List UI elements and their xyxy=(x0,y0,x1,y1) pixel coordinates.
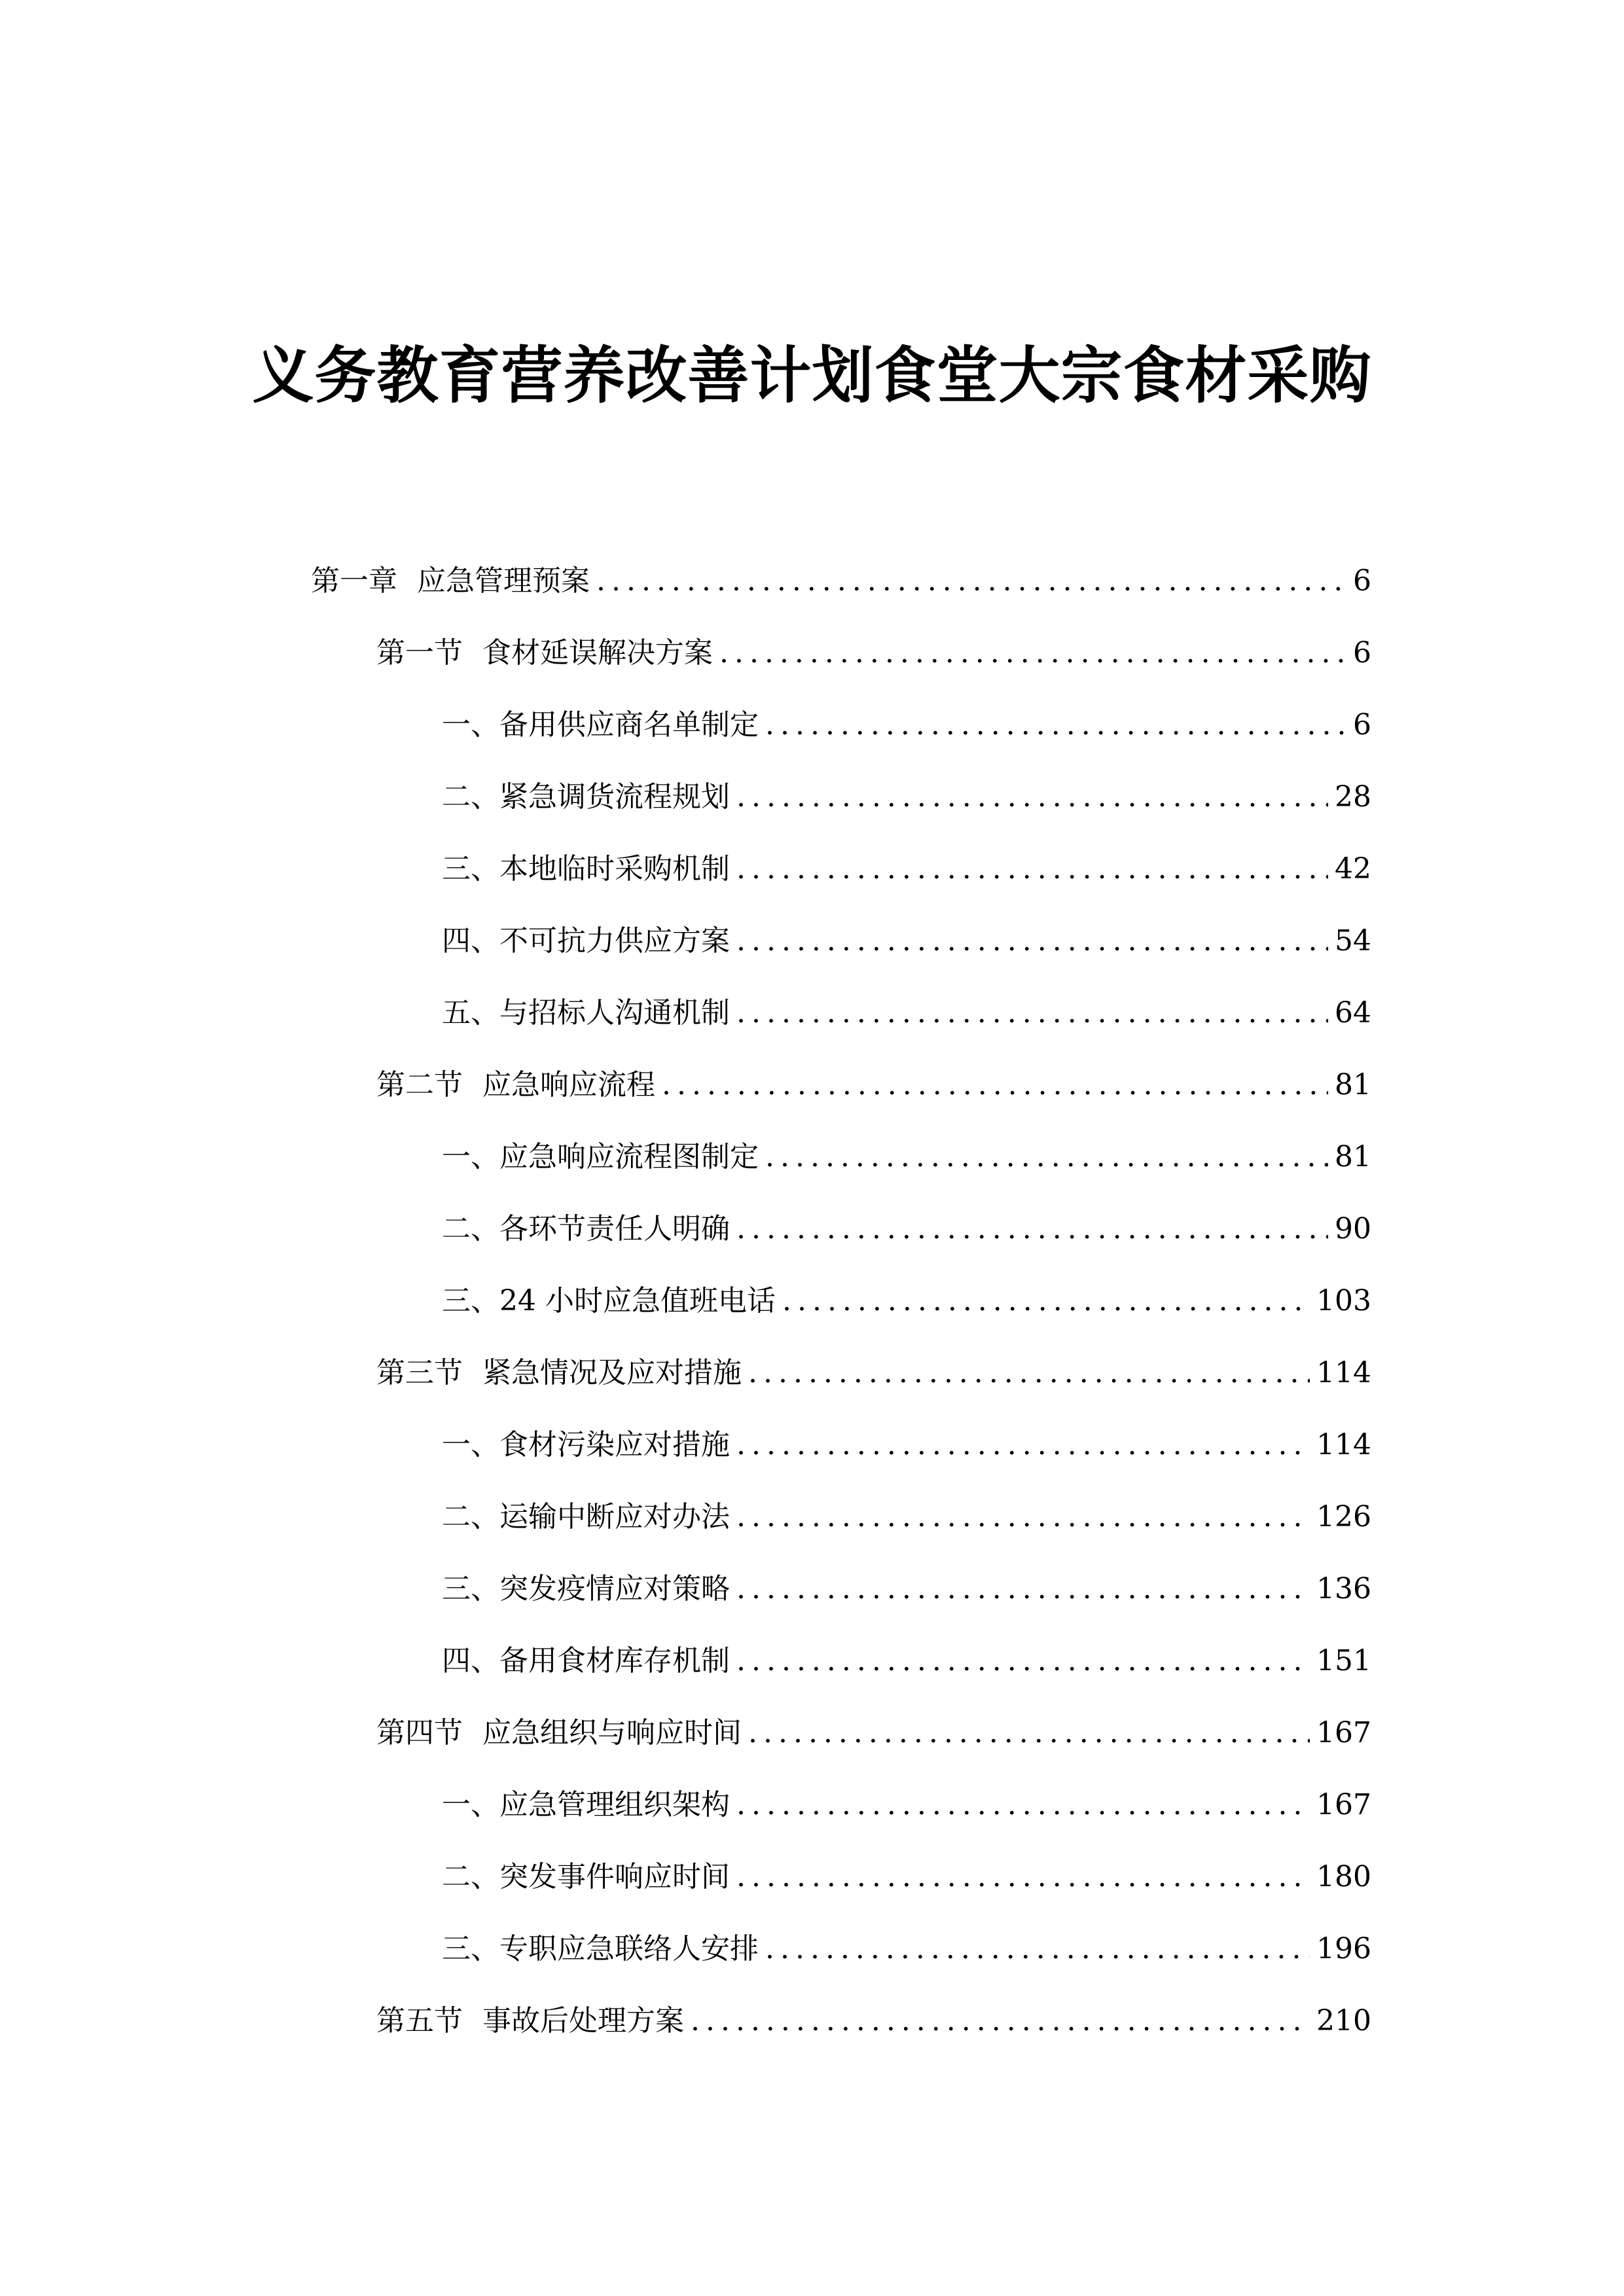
toc-entry-title: 食材污染应对措施 xyxy=(499,1428,730,1462)
toc-entry-number: 三、 xyxy=(442,1932,499,1965)
toc-entry-number: 二、 xyxy=(442,1212,499,1246)
toc-entry-page-number: 126 xyxy=(1316,1500,1371,1534)
toc-entry-number: 一、 xyxy=(442,1428,499,1462)
toc-entry[interactable] xyxy=(311,1066,1371,1138)
toc-dot-leader xyxy=(736,850,1328,889)
toc-entry[interactable] xyxy=(311,994,1371,1066)
toc-entry-title: 应急管理组织架构 xyxy=(499,1788,730,1821)
toc-dot-leader xyxy=(736,1210,1328,1249)
toc-entry-title: 应急组织与响应时间 xyxy=(482,1716,742,1749)
toc-dot-leader xyxy=(736,994,1328,1033)
toc-entry-page-number: 64 xyxy=(1335,996,1371,1030)
toc-entry-title: 备用供应商名单制定 xyxy=(499,708,759,742)
toc-entry-page-number: 196 xyxy=(1316,1932,1371,1965)
toc-entry-page-number: 6 xyxy=(1353,564,1371,598)
toc-entry-title: 本地临时采购机制 xyxy=(499,852,730,886)
toc-entry[interactable] xyxy=(311,706,1371,778)
toc-entry-number: 第一章 xyxy=(311,564,397,598)
toc-entry-number: 第一节 xyxy=(376,636,463,670)
toc-entry-number: 一、 xyxy=(442,1788,499,1821)
toc-entry-number: 四、 xyxy=(442,1644,499,1677)
toc-entry-number: 五、 xyxy=(442,996,499,1030)
toc-entry-page-number: 103 xyxy=(1316,1284,1371,1318)
toc-entry-page-number: 6 xyxy=(1353,636,1371,670)
toc-dot-leader xyxy=(765,1929,1310,1969)
toc-entry-page-number: 42 xyxy=(1335,852,1371,886)
toc-entry[interactable] xyxy=(311,634,1371,706)
toc-entry-number: 第二节 xyxy=(376,1068,463,1102)
toc-entry[interactable] xyxy=(311,1498,1371,1570)
toc-entry-title: 24 小时应急值班电话 xyxy=(499,1284,776,1318)
toc-entry-number: 三、 xyxy=(442,1284,499,1318)
toc-dot-leader xyxy=(736,1785,1310,1825)
toc-entry-page-number: 90 xyxy=(1335,1212,1371,1246)
document-title: 义务教育营养改善计划食堂大宗食材采购 xyxy=(252,340,1372,412)
toc-dot-leader xyxy=(736,922,1328,961)
toc-entry-number: 一、 xyxy=(442,1140,499,1174)
toc-dot-leader xyxy=(736,1641,1310,1681)
toc-entry[interactable] xyxy=(311,1641,1371,1713)
toc-entry-title: 各环节责任人明确 xyxy=(499,1212,730,1246)
toc-entry-title: 运输中断应对办法 xyxy=(499,1500,730,1534)
toc-dot-leader xyxy=(736,1426,1310,1465)
toc-entry-number: 二、 xyxy=(442,1860,499,1893)
toc-entry[interactable] xyxy=(311,1785,1371,1857)
toc-entry-number: 一、 xyxy=(442,708,499,742)
toc-entry-title: 应急响应流程图制定 xyxy=(499,1140,759,1174)
toc-entry[interactable] xyxy=(311,1426,1371,1498)
toc-entry-page-number: 54 xyxy=(1335,924,1371,958)
toc-entry[interactable] xyxy=(311,1857,1371,1929)
toc-entry[interactable] xyxy=(311,562,1371,634)
toc-dot-leader xyxy=(736,1857,1310,1897)
toc-entry[interactable] xyxy=(311,1713,1371,1785)
toc-entry[interactable] xyxy=(311,2001,1371,2073)
toc-entry-number: 第五节 xyxy=(376,2004,463,2037)
toc-entry[interactable] xyxy=(311,1929,1371,2001)
toc-dot-leader xyxy=(736,1570,1310,1609)
toc-entry-number: 三、 xyxy=(442,1572,499,1605)
toc-dot-leader xyxy=(736,1498,1310,1537)
toc-dot-leader xyxy=(719,634,1346,673)
toc-entry-page-number: 114 xyxy=(1316,1356,1371,1390)
toc-entry-title: 紧急情况及应对措施 xyxy=(482,1356,742,1390)
toc-dot-leader xyxy=(736,778,1328,817)
toc-entry-title: 与招标人沟通机制 xyxy=(499,996,730,1030)
table-of-contents xyxy=(311,562,1371,2073)
toc-entry[interactable] xyxy=(311,850,1371,922)
toc-entry[interactable] xyxy=(311,1138,1371,1210)
toc-entry-page-number: 210 xyxy=(1316,2004,1371,2037)
toc-entry[interactable] xyxy=(311,778,1371,850)
toc-entry-page-number: 6 xyxy=(1353,708,1371,742)
toc-entry-number: 三、 xyxy=(442,852,499,886)
toc-entry-number: 第三节 xyxy=(376,1356,463,1390)
toc-entry[interactable] xyxy=(311,1354,1371,1426)
toc-entry-number: 二、 xyxy=(442,780,499,814)
toc-dot-leader xyxy=(765,706,1346,745)
toc-entry[interactable] xyxy=(311,1210,1371,1282)
toc-entry[interactable] xyxy=(311,1570,1371,1641)
toc-entry-number: 第四节 xyxy=(376,1716,463,1749)
toc-dot-leader xyxy=(596,562,1346,601)
toc-entry-page-number: 167 xyxy=(1316,1716,1371,1749)
toc-entry-page-number: 114 xyxy=(1316,1428,1371,1462)
toc-entry-title: 应急响应流程 xyxy=(482,1068,655,1102)
toc-entry-title: 食材延误解决方案 xyxy=(482,636,713,670)
toc-entry-page-number: 28 xyxy=(1335,780,1371,814)
toc-entry-page-number: 81 xyxy=(1335,1068,1371,1102)
toc-entry-page-number: 151 xyxy=(1316,1644,1371,1677)
toc-entry-title: 不可抗力供应方案 xyxy=(499,924,730,958)
toc-dot-leader xyxy=(765,1138,1328,1177)
toc-entry-title: 专职应急联络人安排 xyxy=(499,1932,759,1965)
toc-entry-page-number: 81 xyxy=(1335,1140,1371,1174)
toc-entry-title: 事故后处理方案 xyxy=(482,2004,684,2037)
toc-entry-page-number: 167 xyxy=(1316,1788,1371,1821)
toc-entry-number: 二、 xyxy=(442,1500,499,1534)
toc-entry-title: 备用食材库存机制 xyxy=(499,1644,730,1677)
toc-entry-page-number: 136 xyxy=(1316,1572,1371,1605)
toc-entry-title: 突发事件响应时间 xyxy=(499,1860,730,1893)
toc-dot-leader xyxy=(662,1066,1328,1105)
toc-dot-leader xyxy=(748,1354,1310,1393)
toc-entry-page-number: 180 xyxy=(1316,1860,1371,1893)
toc-entry[interactable] xyxy=(311,922,1371,994)
toc-entry[interactable] xyxy=(311,1282,1371,1354)
toc-entry-title: 应急管理预案 xyxy=(417,564,590,598)
toc-dot-leader xyxy=(748,1713,1310,1753)
toc-dot-leader xyxy=(691,2001,1310,2041)
toc-entry-title: 突发疫情应对策略 xyxy=(499,1572,730,1605)
toc-entry-number: 四、 xyxy=(442,924,499,958)
toc-entry-title: 紧急调货流程规划 xyxy=(499,780,730,814)
toc-dot-leader xyxy=(782,1282,1310,1321)
